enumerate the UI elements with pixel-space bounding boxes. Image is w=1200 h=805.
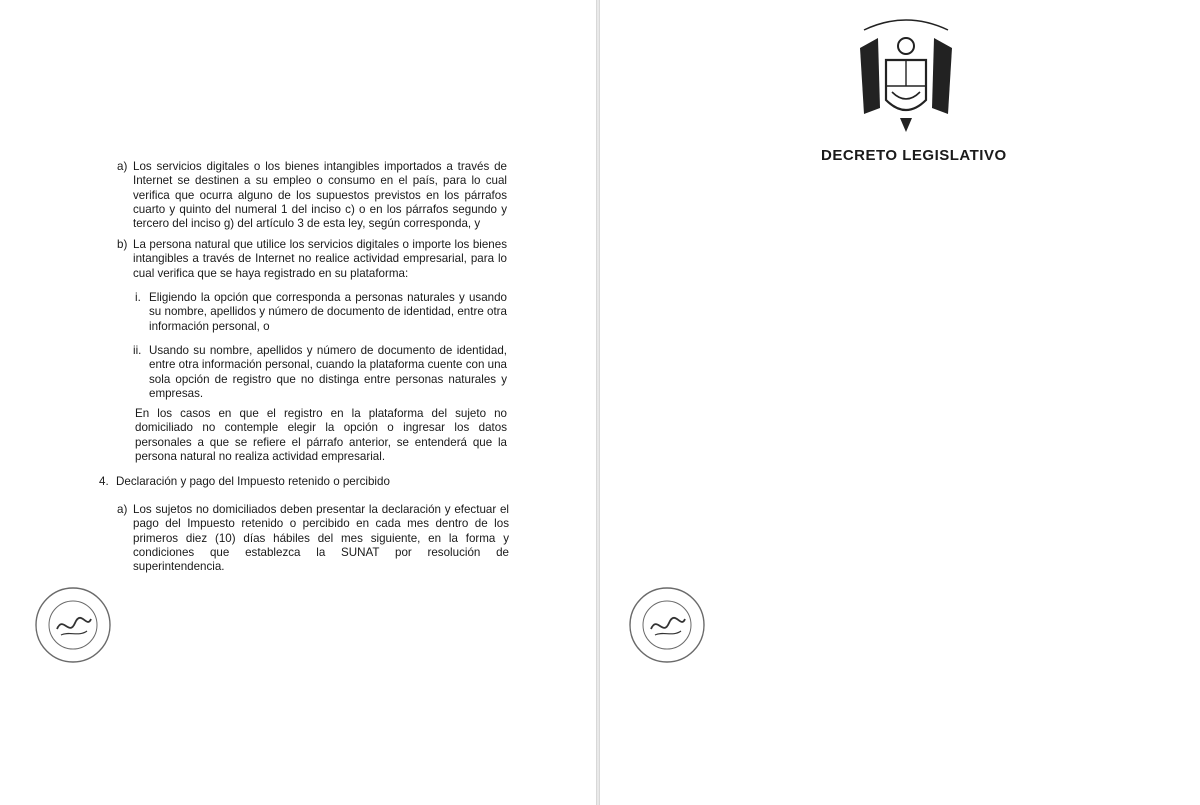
item-b-text: La persona natural que utilice los servicios digitales o importe los bienes intangibles a través de Internet no realice actividad empresarial, para lo cual verifica que se haya registrado en su plataforma: <box>133 238 507 280</box>
section-4-item-a-text: Los sujetos no domiciliados deben presentar la declaración y efectuar el pago del Impuesto retenido o percibido en cada mes dentro de los primeros diez (10) días hábiles del mes siguiente, en la forma y condiciones que establezca la SUNAT por resolución de superintendencia. <box>133 503 509 574</box>
section-4-item-a-marker: a) <box>117 503 128 516</box>
section-4-number: 4. <box>99 475 109 488</box>
item-a-marker: a) <box>117 160 128 173</box>
item-b-marker: b) <box>117 238 128 251</box>
left-page <box>0 0 596 805</box>
closing-paragraph: En los casos en que el registro en la plataforma del sujeto no domiciliado no contemple elegir la opción o ingresar los datos personales a que se refiere el párrafo anterior, se entenderá que la persona natural no realiza actividad empresarial. <box>135 407 507 463</box>
official-seal-icon <box>33 585 113 670</box>
coat-of-arms-icon <box>856 8 956 141</box>
item-i-marker: i. <box>135 291 141 304</box>
item-a-text: Los servicios digitales o los bienes intangibles importados a través de Internet se destinen a su empleo o consumo en el país, para lo cual verifica que ocurra alguno de los supuestos previstos en los párrafos cuarto y quinto del numeral 1 del inciso c) o en los párrafos segundo y tercero del inciso g) del artículo 3 de esta ley, según corresponda, y <box>133 160 507 231</box>
item-ii-text: Usando su nombre, apellidos y número de documento de identidad, entre otra información personal, cuando la plataforma cuente con una sola opción de registro que no distinga entre personas naturales y empresas. <box>149 344 507 400</box>
official-seal-icon <box>627 585 707 670</box>
document-heading: DECRETO LEGISLATIVO <box>821 147 1007 164</box>
item-i-text: Eligiendo la opción que corresponda a personas naturales y usando su nombre, apellidos y número de documento de identidad, entre otra información personal, o <box>149 291 507 333</box>
item-ii-marker: ii. <box>133 344 142 357</box>
section-4-title: Declaración y pago del Impuesto retenido o percibido <box>116 475 390 488</box>
right-page <box>600 0 1200 805</box>
